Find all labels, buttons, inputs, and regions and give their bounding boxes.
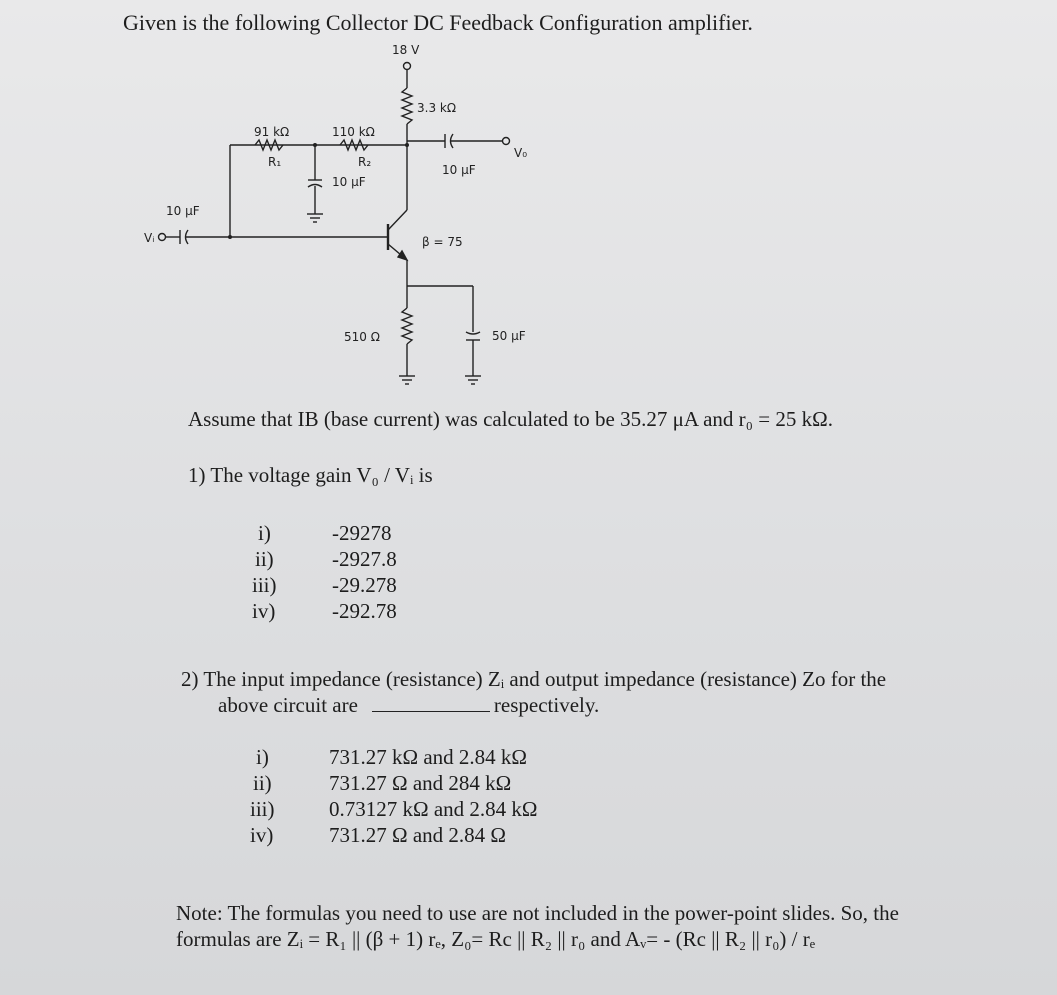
q1-option-value: -292.78 <box>332 599 397 623</box>
r1-value-label: 91 kΩ <box>254 125 290 139</box>
supply-label: 18 V <box>392 43 420 57</box>
r1-name-label: R₁ <box>268 155 282 169</box>
q1-option-num: iii) <box>252 573 277 597</box>
q2-option-num: ii) <box>253 771 272 795</box>
note-line1: Note: The formulas you need to use are not included in the power-point slides. So, the <box>176 901 899 925</box>
question-2-prompt-line2 <box>218 692 599 718</box>
circuit-diagram <box>140 38 560 398</box>
rc-label: 3.3 kΩ <box>417 101 457 115</box>
assumption-text: Assume that IB (base current) was calculated to be 35.27 μA and r₀ = 25 kΩ. <box>188 407 833 431</box>
re-label: 510 Ω <box>344 330 380 344</box>
question-2-post-blank: respectively. <box>493 693 600 717</box>
re-resistor <box>402 308 412 344</box>
answer-blank <box>372 693 490 712</box>
vi-label: Vᵢ <box>144 231 155 245</box>
vo-terminal <box>503 138 510 145</box>
q2-option-num: iii) <box>250 797 275 821</box>
r2-value-label: 110 kΩ <box>332 125 375 139</box>
vi-terminal <box>159 234 166 241</box>
rc-resistor <box>402 88 412 124</box>
q2-option-value: 731.27 Ω and 284 kΩ <box>329 771 512 795</box>
q2-option-num: iv) <box>250 823 274 847</box>
bypass-cap-label: 50 μF <box>492 329 526 343</box>
note-line2: formulas are Zᵢ = R₁ || (β + 1) rₑ, Z₀= Rc || R₂ || r₀ and Aᵥ= - (Rc || R₂ || r₀) / rₑ <box>176 927 816 951</box>
q2-option-value: 731.27 kΩ and 2.84 kΩ <box>329 745 528 769</box>
q2-option-value: 0.73127 kΩ and 2.84 kΩ <box>329 797 538 821</box>
question-1-prompt: 1) The voltage gain V₀ / Vᵢ is <box>188 463 433 487</box>
beta-label: β = 75 <box>422 235 463 249</box>
q1-option-num: ii) <box>255 547 274 571</box>
q1-option-value: -29278 <box>332 521 392 545</box>
page-title: Given is the following Collector DC Feedback Configuration amplifier. <box>123 10 753 35</box>
r2-name-label: R₂ <box>358 155 372 169</box>
supply-terminal <box>404 63 411 70</box>
question-2-pre-blank: above circuit are <box>218 693 358 717</box>
out-cap-label: 10 μF <box>442 163 476 177</box>
q2-option-value: 731.27 Ω and 2.84 Ω <box>329 823 507 847</box>
in-cap-label: 10 μF <box>166 204 200 218</box>
vo-label: V₀ <box>514 146 528 160</box>
q1-option-value: -29.278 <box>332 573 397 597</box>
q1-option-num: iv) <box>252 599 276 623</box>
q1-option-value: -2927.8 <box>332 547 397 571</box>
q2-option-num: i) <box>256 745 269 769</box>
bypass-cap-plate1 <box>466 332 480 334</box>
q1-option-num: i) <box>258 521 271 545</box>
question-2-prompt-line1: 2) The input impedance (resistance) Zᵢ and output impedance (resistance) Zo for the <box>181 667 887 691</box>
mid-cap-label: 10 μF <box>332 175 366 189</box>
